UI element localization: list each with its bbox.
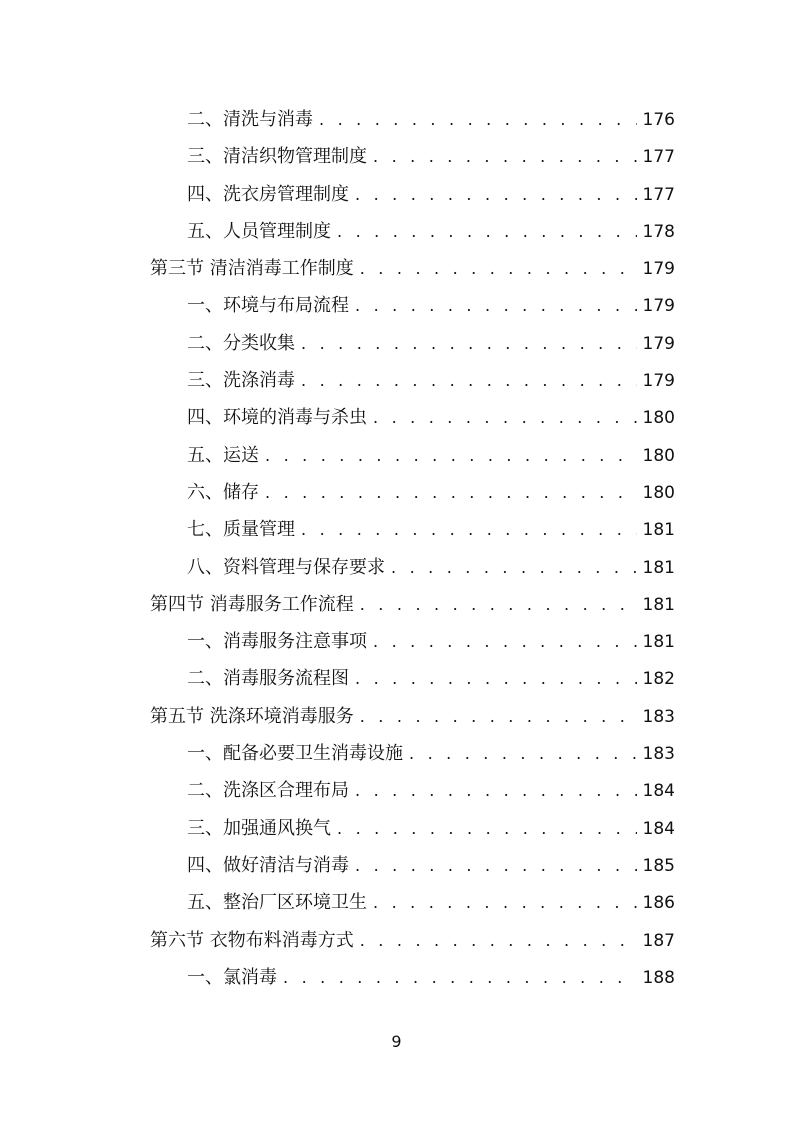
- toc-entry[interactable]: [150, 847, 675, 884]
- toc-entry-label: 三、洗涤消毒: [187, 370, 295, 392]
- toc-entry-label: 五、运送: [187, 444, 259, 466]
- toc-entry[interactable]: [150, 138, 675, 175]
- toc-entry-label: 第五节 洗涤环境消毒服务: [150, 705, 354, 727]
- toc-dot-leader: [391, 549, 637, 586]
- toc-entry-page: 179: [642, 296, 675, 317]
- toc-dot-leader: [355, 772, 637, 809]
- toc-dot-leader: [337, 810, 637, 847]
- toc-entry-page: 181: [642, 632, 675, 653]
- toc-dot-leader: [373, 399, 637, 436]
- toc-dot-leader: [355, 847, 637, 884]
- toc-dot-leader: [373, 623, 637, 660]
- toc-entry-page: 181: [642, 520, 675, 541]
- toc-entry-label: 二、洗涤区合理布局: [187, 780, 349, 802]
- toc-dot-leader: [360, 922, 637, 959]
- toc-section-entry[interactable]: [150, 922, 675, 959]
- toc-section-entry[interactable]: [150, 698, 675, 735]
- toc-dot-leader: [360, 250, 637, 287]
- toc-entry-label: 一、环境与布局流程: [187, 295, 349, 317]
- toc-entry[interactable]: [150, 474, 675, 511]
- toc-entry[interactable]: [150, 735, 675, 772]
- toc-entry[interactable]: [150, 810, 675, 847]
- toc-entry[interactable]: [150, 287, 675, 324]
- toc-entry-label: 第六节 衣物布料消毒方式: [150, 929, 354, 951]
- table-of-contents: [150, 101, 675, 996]
- toc-entry-label: 三、加强通风换气: [187, 817, 331, 839]
- toc-entry-page: 178: [642, 221, 675, 242]
- toc-entry[interactable]: [150, 176, 675, 213]
- toc-entry[interactable]: [150, 325, 675, 362]
- toc-entry-label: 二、消毒服务流程图: [187, 668, 349, 690]
- toc-entry-label: 七、质量管理: [187, 519, 295, 541]
- toc-entry-page: 179: [642, 371, 675, 392]
- toc-entry-page: 181: [642, 557, 675, 578]
- toc-entry-label: 三、清洁织物管理制度: [187, 146, 367, 168]
- toc-entry-page: 183: [642, 706, 675, 727]
- toc-entry[interactable]: [150, 623, 675, 660]
- toc-entry[interactable]: [150, 399, 675, 436]
- toc-dot-leader: [360, 586, 637, 623]
- toc-entry-page: 184: [642, 818, 675, 839]
- page-number: 9: [391, 1032, 402, 1051]
- toc-entry-page: 182: [642, 669, 675, 690]
- toc-dot-leader: [373, 138, 637, 175]
- toc-entry-label: 第四节 消毒服务工作流程: [150, 593, 354, 615]
- toc-dot-leader: [337, 213, 637, 250]
- toc-dot-leader: [409, 735, 637, 772]
- toc-entry-page: 185: [642, 855, 675, 876]
- toc-entry-page: 188: [642, 967, 675, 988]
- toc-entry[interactable]: [150, 884, 675, 921]
- toc-entry-label: 第三节 清洁消毒工作制度: [150, 258, 354, 280]
- toc-entry-page: 180: [642, 482, 675, 503]
- toc-entry-page: 180: [642, 408, 675, 429]
- toc-entry-label: 五、人员管理制度: [187, 220, 331, 242]
- toc-dot-leader: [360, 698, 637, 735]
- toc-entry-page: 177: [642, 184, 675, 205]
- toc-dot-leader: [301, 325, 637, 362]
- toc-dot-leader: [355, 287, 637, 324]
- toc-entry-label: 六、储存: [187, 481, 259, 503]
- toc-dot-leader: [301, 362, 637, 399]
- toc-entry[interactable]: [150, 959, 675, 996]
- toc-entry-label: 八、资料管理与保存要求: [187, 556, 385, 578]
- toc-entry-page: 183: [642, 744, 675, 765]
- toc-section-entry[interactable]: [150, 586, 675, 623]
- toc-entry-label: 一、消毒服务注意事项: [187, 631, 367, 653]
- toc-entry-page: 176: [642, 110, 675, 130]
- toc-entry-label: 四、做好清洁与消毒: [187, 854, 349, 876]
- toc-dot-leader: [265, 474, 637, 511]
- toc-entry[interactable]: [150, 437, 675, 474]
- toc-entry-label: 四、环境的消毒与杀虫: [187, 407, 367, 429]
- toc-entry[interactable]: [150, 549, 675, 586]
- toc-entry-page: 187: [642, 930, 675, 951]
- toc-entry-label: 五、整治厂区环境卫生: [187, 892, 367, 914]
- toc-entry[interactable]: [150, 362, 675, 399]
- toc-entry-page: 177: [642, 147, 675, 168]
- toc-section-entry[interactable]: [150, 250, 675, 287]
- toc-entry-label: 二、清洗与消毒: [187, 109, 313, 130]
- toc-entry-label: 二、分类收集: [187, 332, 295, 354]
- toc-entry-page: 180: [642, 445, 675, 466]
- toc-dot-leader: [319, 101, 637, 138]
- toc-entry[interactable]: [150, 213, 675, 250]
- toc-entry-page: 181: [642, 594, 675, 615]
- toc-entry[interactable]: [150, 772, 675, 809]
- toc-dot-leader: [301, 511, 637, 548]
- toc-entry-label: 一、配备必要卫生消毒设施: [187, 743, 403, 765]
- toc-entry-page: 186: [642, 893, 675, 914]
- toc-dot-leader: [373, 884, 637, 921]
- toc-dot-leader: [283, 959, 637, 996]
- toc-entry-page: 179: [642, 333, 675, 354]
- toc-dot-leader: [355, 660, 637, 697]
- toc-entry[interactable]: [150, 101, 675, 138]
- toc-entry-page: 179: [642, 259, 675, 280]
- toc-entry-label: 一、氯消毒: [187, 966, 277, 988]
- toc-entry[interactable]: [150, 660, 675, 697]
- toc-entry[interactable]: [150, 511, 675, 548]
- toc-entry-page: 184: [642, 781, 675, 802]
- toc-dot-leader: [265, 437, 637, 474]
- toc-entry-label: 四、洗衣房管理制度: [187, 183, 349, 205]
- toc-dot-leader: [355, 176, 637, 213]
